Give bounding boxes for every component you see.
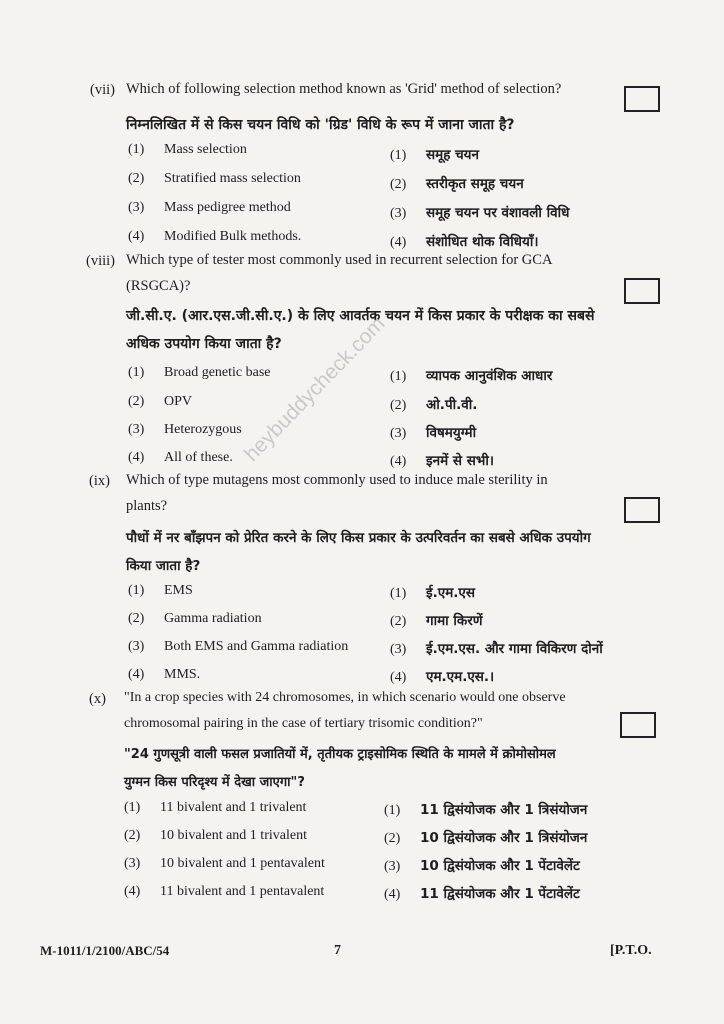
option-en (128, 450, 233, 466)
option-label: Gamma radiation (164, 611, 262, 626)
option-hi (384, 856, 580, 875)
option-number: (2) (128, 611, 145, 626)
option-en (128, 667, 200, 683)
question-line: अधिक उपयोग किया जाता है? (126, 336, 282, 352)
option-number: (4) (384, 887, 401, 902)
option-number: (3) (128, 639, 145, 654)
option-number: (4) (390, 235, 407, 250)
option-label: Broad genetic base (164, 365, 271, 380)
option-number: (2) (124, 828, 141, 843)
option-hi (390, 145, 479, 164)
option-hi (390, 611, 483, 630)
option-label: समूह चयन (426, 147, 479, 163)
option-label: 11 द्विसंयोजक और 1 त्रिसंयोजन (420, 802, 588, 818)
option-number: (2) (390, 177, 407, 192)
question-line: "In a crop species with 24 chromosomes, in which scenario would one observe (124, 690, 566, 705)
option-en (128, 229, 301, 245)
option-hi (390, 174, 524, 193)
option-number: (3) (128, 200, 145, 215)
page-number: 7 (334, 943, 341, 958)
option-label: 11 द्विसंयोजक और 1 पेंटावेलेंट (420, 886, 580, 902)
question-line: निम्नलिखित में से किस चयन विधि को 'ग्रिड' विधि के रूप में जाना जाता है? (126, 117, 515, 133)
option-label: संशोधित थोक विधियाँ। (426, 234, 539, 250)
question-line: Which of following selection method known as 'Grid' method of selection? (126, 81, 562, 97)
question-text-hi (126, 524, 666, 580)
question-text-en (126, 467, 666, 519)
option-label: ई.एम.एस. और गामा विकिरण दोनों (426, 641, 603, 657)
option-en (128, 583, 193, 599)
question-line: पौधों में नर बाँझपन को प्रेरित करने के लिए किस प्रकार के उत्परिवर्तन का सबसे अधिक उपयोग (126, 530, 591, 546)
question-text-en (124, 685, 664, 737)
option-hi (390, 366, 552, 385)
option-number: (4) (128, 667, 145, 682)
option-en (128, 639, 348, 655)
option-number: (3) (390, 206, 407, 221)
question-text-hi (126, 112, 515, 138)
option-label: Mass pedigree method (164, 200, 291, 215)
option-en (124, 884, 324, 900)
option-number: (2) (390, 398, 407, 413)
question-line: "24 गुणसूत्री वाली फसल प्रजातियों में, तृतीयक ट्राइसोमिक स्थिति के मामले में क्रोमोसोमल (124, 747, 556, 762)
option-number: (4) (124, 884, 141, 899)
option-number: (2) (128, 171, 145, 186)
option-label: Heterozygous (164, 422, 242, 437)
question-line: plants? (126, 498, 168, 514)
option-number: (3) (390, 426, 407, 441)
question-number: (ix) (89, 473, 110, 489)
option-number: (1) (390, 586, 407, 601)
option-en (124, 856, 325, 872)
option-label: 10 द्विसंयोजक और 1 त्रिसंयोजन (420, 830, 588, 846)
watermark: heybuddycheck.com (240, 312, 390, 466)
option-label: Mass selection (164, 142, 247, 157)
option-label: 11 bivalent and 1 trivalent (160, 800, 307, 815)
question-line: Which type of tester most commonly used in recurrent selection for GCA (126, 252, 553, 268)
option-number: (3) (390, 642, 407, 657)
question-text-en (126, 76, 606, 102)
question-text-hi (124, 741, 669, 797)
option-hi (384, 828, 587, 847)
option-number: (3) (128, 422, 145, 437)
option-label: Stratified mass selection (164, 171, 301, 186)
option-en (128, 394, 192, 410)
option-label: स्तरीकृत समूह चयन (426, 176, 524, 192)
option-hi (384, 800, 587, 819)
option-hi (390, 639, 603, 658)
option-number: (2) (384, 831, 401, 846)
option-label: All of these. (164, 450, 233, 465)
option-label: समूह चयन पर वंशावली विधि (426, 205, 570, 221)
option-hi (390, 395, 477, 414)
option-label: EMS (164, 583, 193, 598)
option-number: (1) (128, 583, 145, 598)
option-number: (1) (390, 148, 407, 163)
option-hi (390, 203, 569, 222)
option-label: 10 bivalent and 1 trivalent (160, 828, 307, 843)
option-en (124, 800, 306, 816)
option-en (128, 611, 262, 627)
option-hi (384, 884, 580, 903)
answer-box[interactable] (624, 278, 660, 304)
option-number: (1) (384, 803, 401, 818)
option-hi (390, 583, 475, 602)
option-label: इनमें से सभी। (426, 453, 494, 469)
option-label: 10 bivalent and 1 pentavalent (160, 856, 325, 871)
answer-box[interactable] (624, 497, 660, 523)
option-hi (390, 423, 476, 442)
option-label: एम.एम.एस.। (426, 669, 495, 685)
option-en (128, 365, 271, 381)
option-number: (4) (390, 454, 407, 469)
paper-code: M-1011/1/2100/ABC/54 (40, 943, 170, 958)
option-number: (4) (390, 670, 407, 685)
option-label: ई.एम.एस (426, 585, 476, 601)
option-number: (4) (128, 229, 145, 244)
option-label: Modified Bulk methods. (164, 229, 302, 244)
option-number: (1) (128, 365, 145, 380)
option-label: Both EMS and Gamma radiation (164, 639, 349, 654)
question-line: (RSGCA)? (126, 278, 191, 294)
option-label: OPV (164, 394, 193, 409)
option-label: गामा किरणें (426, 613, 483, 629)
option-number: (1) (124, 800, 141, 815)
question-line: Which of type mutagens most commonly used to induce male sterility in (126, 472, 548, 488)
answer-box[interactable] (620, 712, 656, 738)
question-number: (x) (89, 691, 106, 707)
question-text-hi (126, 302, 666, 358)
option-en (124, 828, 307, 844)
question-number: (vii) (90, 82, 115, 98)
option-label: MMS. (164, 667, 201, 682)
option-number: (4) (128, 450, 145, 465)
option-number: (1) (390, 369, 407, 384)
option-number: (3) (124, 856, 141, 871)
question-line: जी.सी.ए. (आर.एस.जी.सी.ए.) के लिए आवर्तक चयन में किस प्रकार के परीक्षक का सबसे (126, 308, 595, 324)
pto-label: [P.T.O. (610, 943, 652, 958)
question-line: युग्मन किस परिदृश्य में देखा जाएगा"? (124, 775, 305, 790)
question-line: chromosomal pairing in the case of tertiary trisomic condition?" (124, 716, 483, 731)
option-hi (390, 667, 494, 686)
option-en (128, 200, 291, 216)
option-number: (3) (384, 859, 401, 874)
question-line: किया जाता है? (126, 558, 201, 574)
option-label: 10 द्विसंयोजक और 1 पेंटावेलेंट (420, 858, 580, 874)
option-en (128, 422, 242, 438)
option-number: (1) (128, 142, 145, 157)
question-number: (viii) (86, 253, 115, 269)
option-en (128, 171, 301, 187)
question-text-en (126, 247, 666, 299)
option-en (128, 142, 247, 158)
option-number: (2) (390, 614, 407, 629)
answer-box[interactable] (624, 86, 660, 112)
option-label: 11 bivalent and 1 pentavalent (160, 884, 325, 899)
option-label: व्यापक आनुवंशिक आधार (426, 368, 553, 384)
option-label: ओ.पी.वी. (426, 397, 478, 413)
option-label: विषमयुग्मी (426, 425, 477, 441)
option-number: (2) (128, 394, 145, 409)
